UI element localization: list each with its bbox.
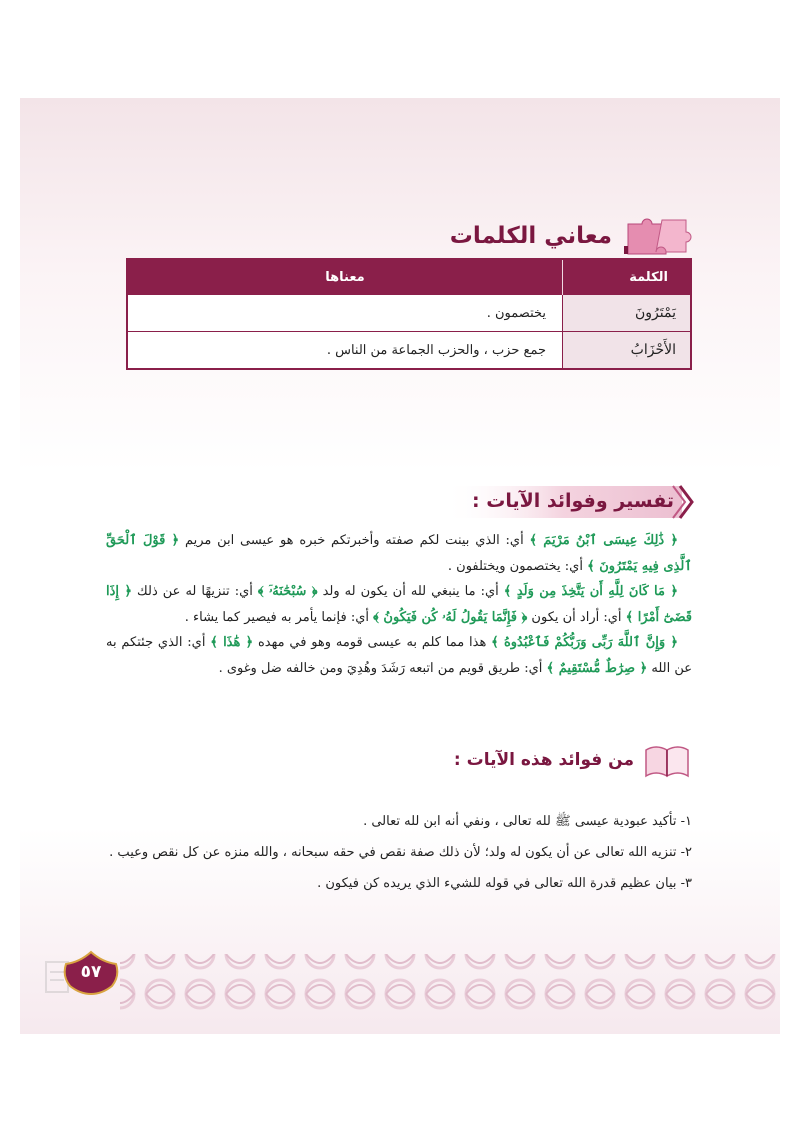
table-row (127, 295, 691, 332)
page-number: ٥٧ (80, 962, 102, 982)
explanation-text: أي: الذي بينت لكم صفته وأخبرتكم خبره هو عيسى ابن مريم (179, 533, 530, 548)
tafsir-paragraph (106, 528, 692, 579)
explanation-text: أي: فإنما يأمر به فيصير كما يشاء . (184, 609, 374, 625)
meaning-cell: جمع حزب ، والحزب الجماعة من الناس . (127, 332, 563, 370)
explanation-text: هذا مما كلم به عيسى قومه وهو في مهده (253, 635, 492, 650)
puzzle-icon (622, 216, 692, 256)
words-table (126, 258, 692, 370)
explanation-text: أي: أراد أن يكون (527, 609, 626, 625)
word-cell: يَمْتَرُونَ (563, 295, 692, 332)
explanation-text: أي: الذي جئتكم به عن الله (106, 635, 692, 676)
quran-verse: ﴿ صِرَٰطٌ مُّسْتَقِيمٌ ﴾ (546, 660, 648, 676)
decorative-footer-band (20, 934, 780, 1024)
explanation-text: أي: تنزيهًا له عن ذلك (132, 584, 258, 599)
quran-verse: ﴿ سُبْحَٰنَهُۥٓ ﴾ (257, 584, 318, 599)
quran-verse: ﴿ وَإِنَّ ٱللَّهَ رَبِّى وَرَبُّكُمْ فَٱعْبُدُوهُ ﴾ (491, 635, 678, 650)
words-section-header (450, 216, 692, 256)
list-item: ١- تأكيد عبودية عيسى ﷺ لله تعالى ، ونفي أنه ابن لله تعالى . (363, 814, 692, 829)
quran-verse: ﴿ إِذَا قَضَىٰٓ أَمْرًا ﴾ (106, 584, 692, 625)
open-book-icon (642, 740, 692, 780)
header-meaning: معناها (127, 259, 563, 295)
table-row (127, 332, 691, 370)
tafsir-body (106, 528, 692, 681)
list-item: ٣- بيان عظيم قدرة الله تعالى في قوله للشيء الذي يريده كن فيكون . (317, 876, 692, 891)
tafsir-section-title: تفسير وفوائد الآيات : (472, 490, 674, 512)
book-page (20, 98, 780, 1034)
benefits-section-header (454, 740, 692, 780)
quran-verse: ﴿ مَا كَانَ لِلَّهِ أَن يَتَّخِذَ مِن وَلَدٍ ﴾ (503, 584, 678, 599)
quran-verse: ﴿ فَإِنَّمَا يَقُولُ لَهُۥ كُن فَيَكُونُ ﴾ (373, 609, 528, 625)
page-number-badge (62, 950, 120, 996)
explanation-text: أي: يختصمون ويختلفون . (447, 558, 588, 574)
tafsir-paragraph (106, 579, 692, 630)
quran-verse: ﴿ هَٰذَا ﴾ (210, 635, 254, 650)
words-section-title: معاني الكلمات (449, 223, 612, 249)
list-item: ٢- تنزيه الله تعالى عن أن يكون له ولد؛ لأن ذلك صفة نقص في حقه سبحانه ، والله منزه عن كل نقص وعيب . (109, 845, 692, 860)
table-header-row (127, 259, 691, 295)
quran-verse: ﴿ قَوْلَ ٱلْحَقِّ ٱلَّذِى فِيهِ يَمْتَرُونَ ﴾ (106, 533, 692, 574)
word-cell: الأَحْزَابُ (563, 332, 692, 370)
benefits-section-title: من فوائد هذه الآيات : (453, 750, 634, 770)
header-word: الكلمة (563, 259, 692, 295)
benefits-list (106, 806, 692, 899)
quran-verse: ﴿ ذَٰلِكَ عِيسَى ٱبْنُ مَرْيَمَ ﴾ (529, 533, 679, 548)
explanation-text: أي: طريق قويم من اتبعه رَشَدَ وهُدِيَ ومن خالفه ضل وغوى . (218, 660, 547, 676)
meaning-cell: يختصمون . (127, 295, 563, 332)
tafsir-section-header (444, 482, 694, 522)
tafsir-paragraph (106, 630, 692, 681)
explanation-text: أي: ما ينبغي لله أن يكون له ولد (317, 584, 504, 599)
